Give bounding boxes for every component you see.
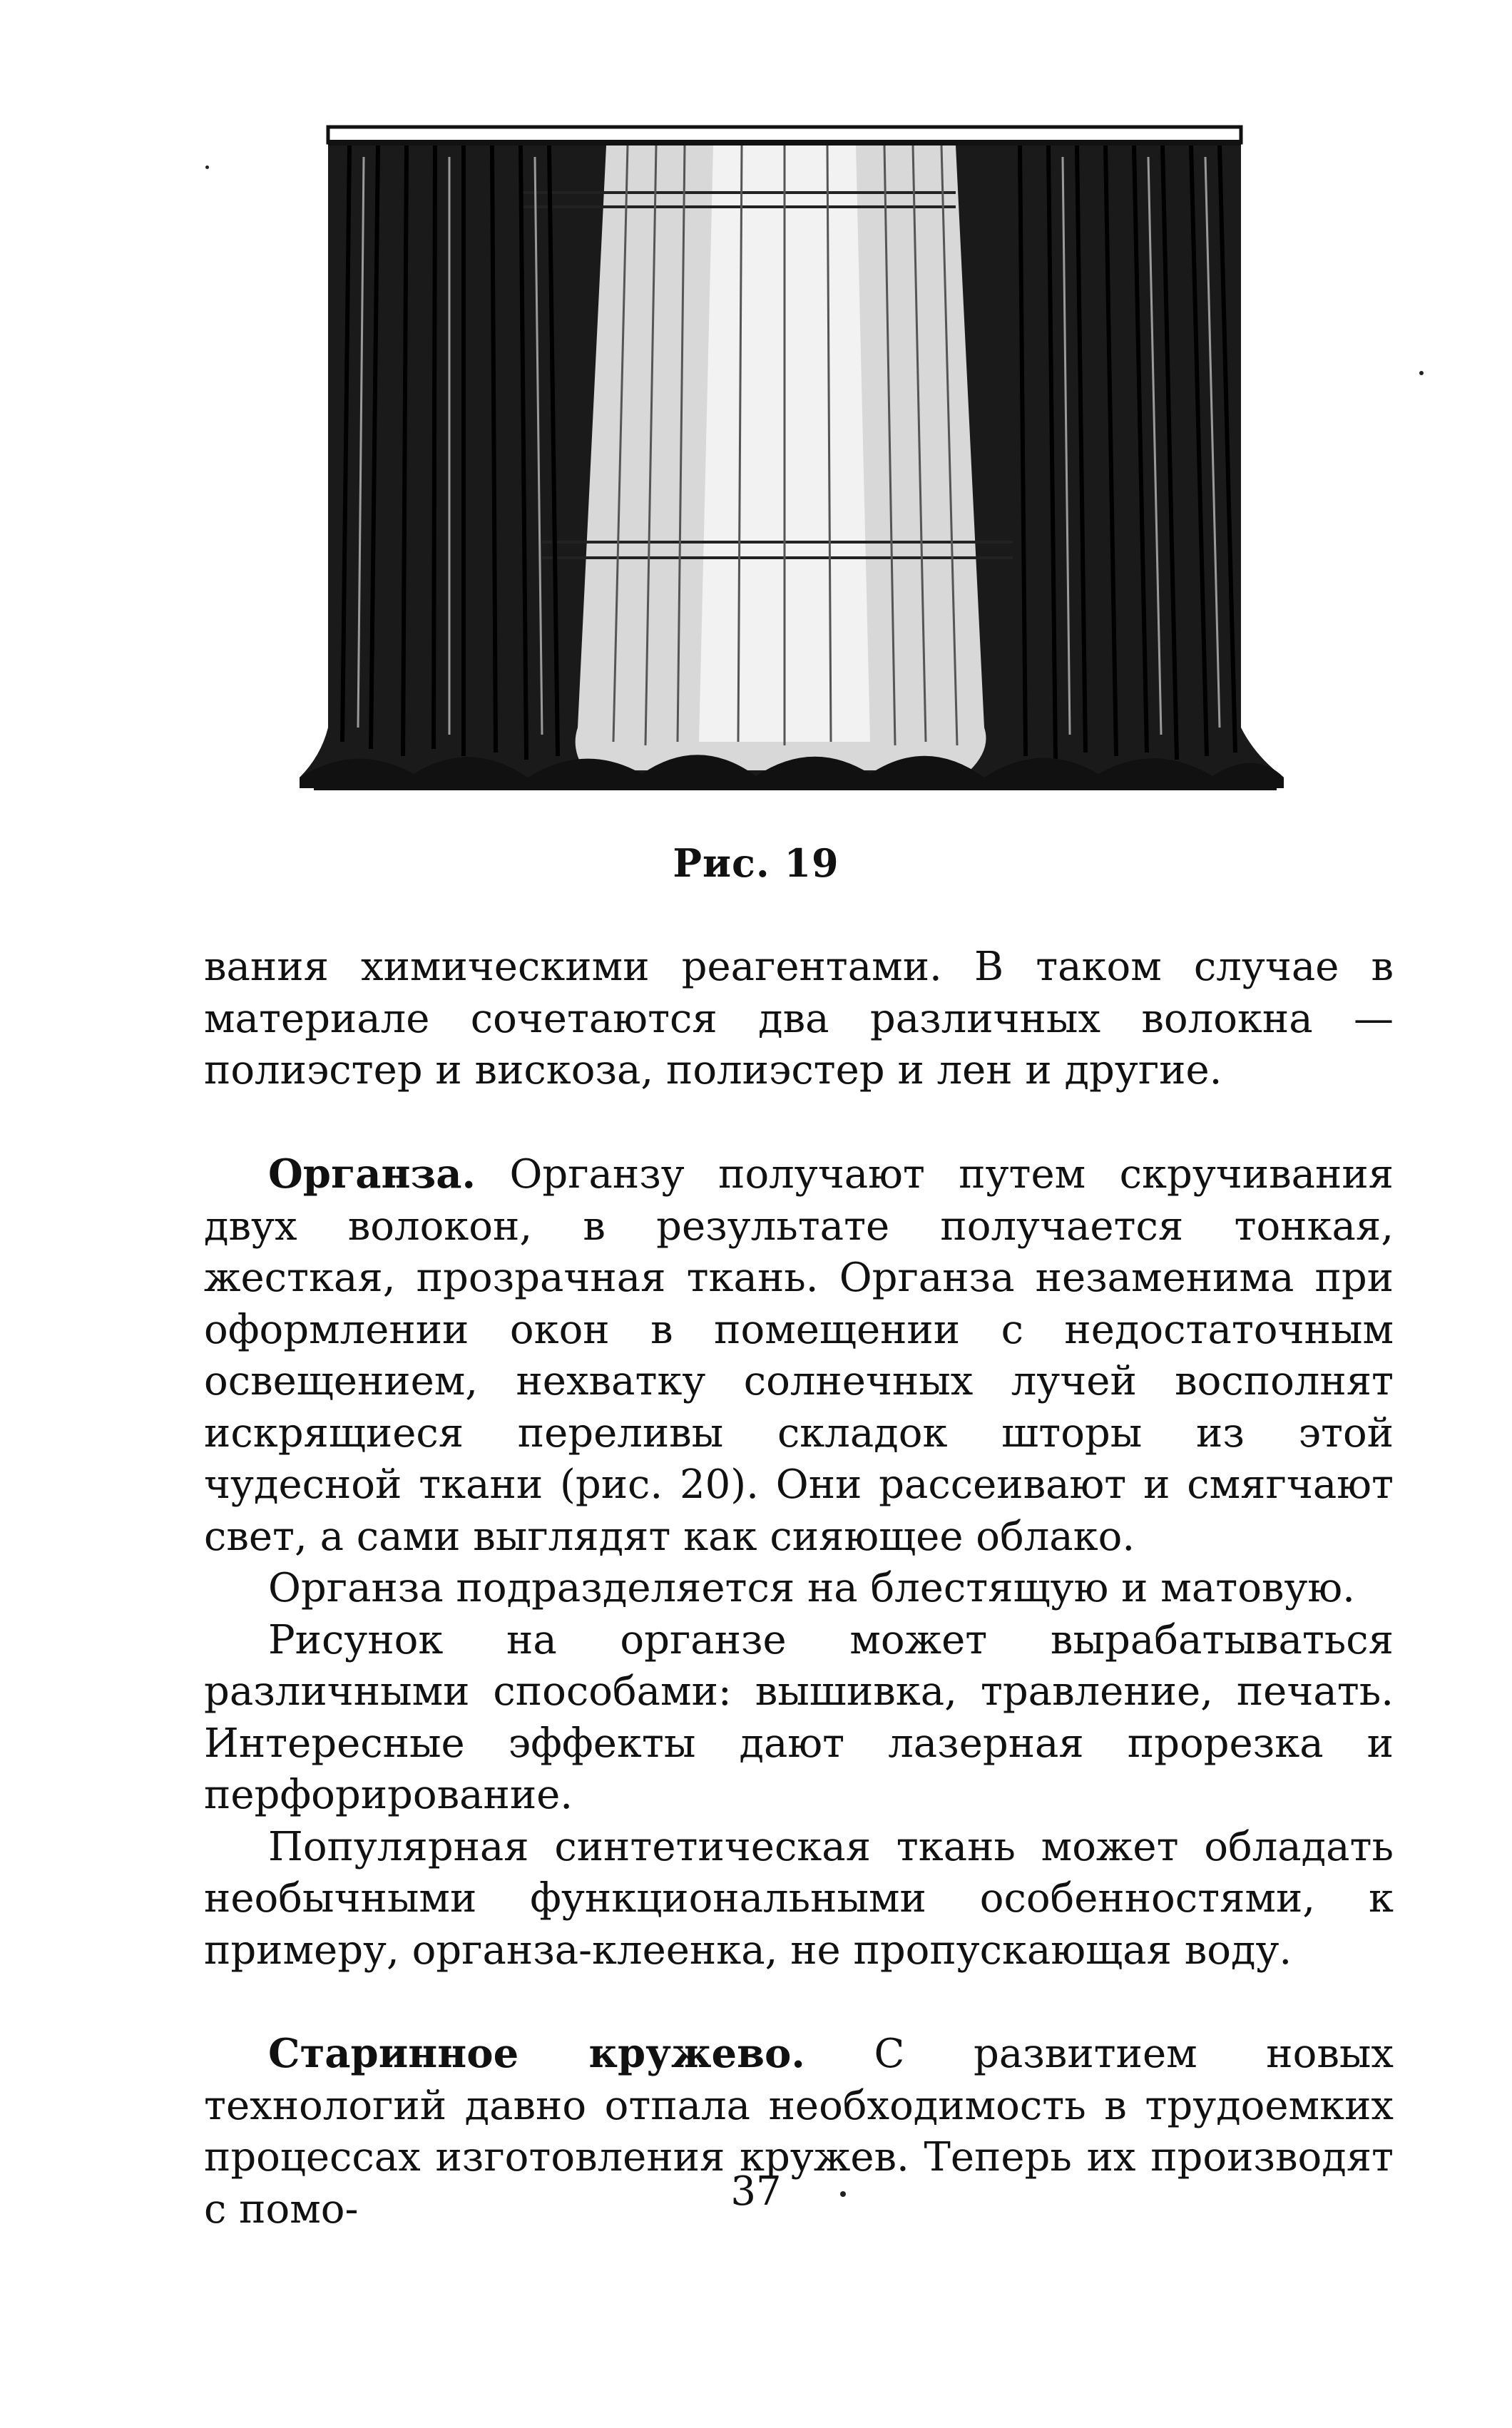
scan-speck — [205, 165, 209, 169]
figure-caption: Рис. 19 — [673, 840, 839, 886]
paragraph-organza — [204, 1148, 1394, 1563]
paragraph-organza-types: Органза подразделяется на блестящую и матовую. — [268, 1565, 1355, 1611]
paragraph-organza-functional: Популярная синтетическая ткань может обладать необычными функциональными особенностями, к примеру, органза-клеенка, не пропускающая воду. — [204, 1823, 1394, 1974]
page-number: 37 — [730, 2168, 782, 2215]
term-lace: Старинное кружево. — [268, 2030, 805, 2077]
paragraph-lace-text: С развитием новых технологий давно отпала необходимость в трудоемких процессах изготовления кружев. Теперь их производят с помо- — [204, 2031, 1394, 2233]
body-text-main — [204, 1148, 1394, 2235]
paragraph-organza-text: Органзу получают путем скручивания двух волокон, в результате получается тонкая, жесткая, прозрачная ткань. Органза незаменима при оформлении окон в помещении с недостаточным освещением, нехватку солнечных лучей восполнят искрящиеся переливы складок шторы из этой чудесной ткани (рис. 20). Они рассеивают и смягчают свет, а сами выглядят как сияющее облако. — [204, 1151, 1394, 1560]
curtain-figure — [271, 114, 1312, 827]
curtain-illustration-icon — [271, 114, 1312, 827]
body-text-top — [204, 942, 1394, 1097]
term-organza: Органза. — [268, 1151, 476, 1198]
paragraph-continuation: вания химическими реагентами. В таком случае в материале сочетаются два различных волокна — полиэстер и вискоза, полиэстер и лен и другие. — [204, 944, 1394, 1093]
paragraph-organza-pattern: Рисунок на органзе может вырабатываться различными способами: вышивка, травление, печать. Интересные эффекты дают лазерная прорезка и перфорирование. — [204, 1616, 1394, 1818]
scan-speck — [1419, 371, 1424, 375]
scan-speck — [840, 2191, 846, 2197]
